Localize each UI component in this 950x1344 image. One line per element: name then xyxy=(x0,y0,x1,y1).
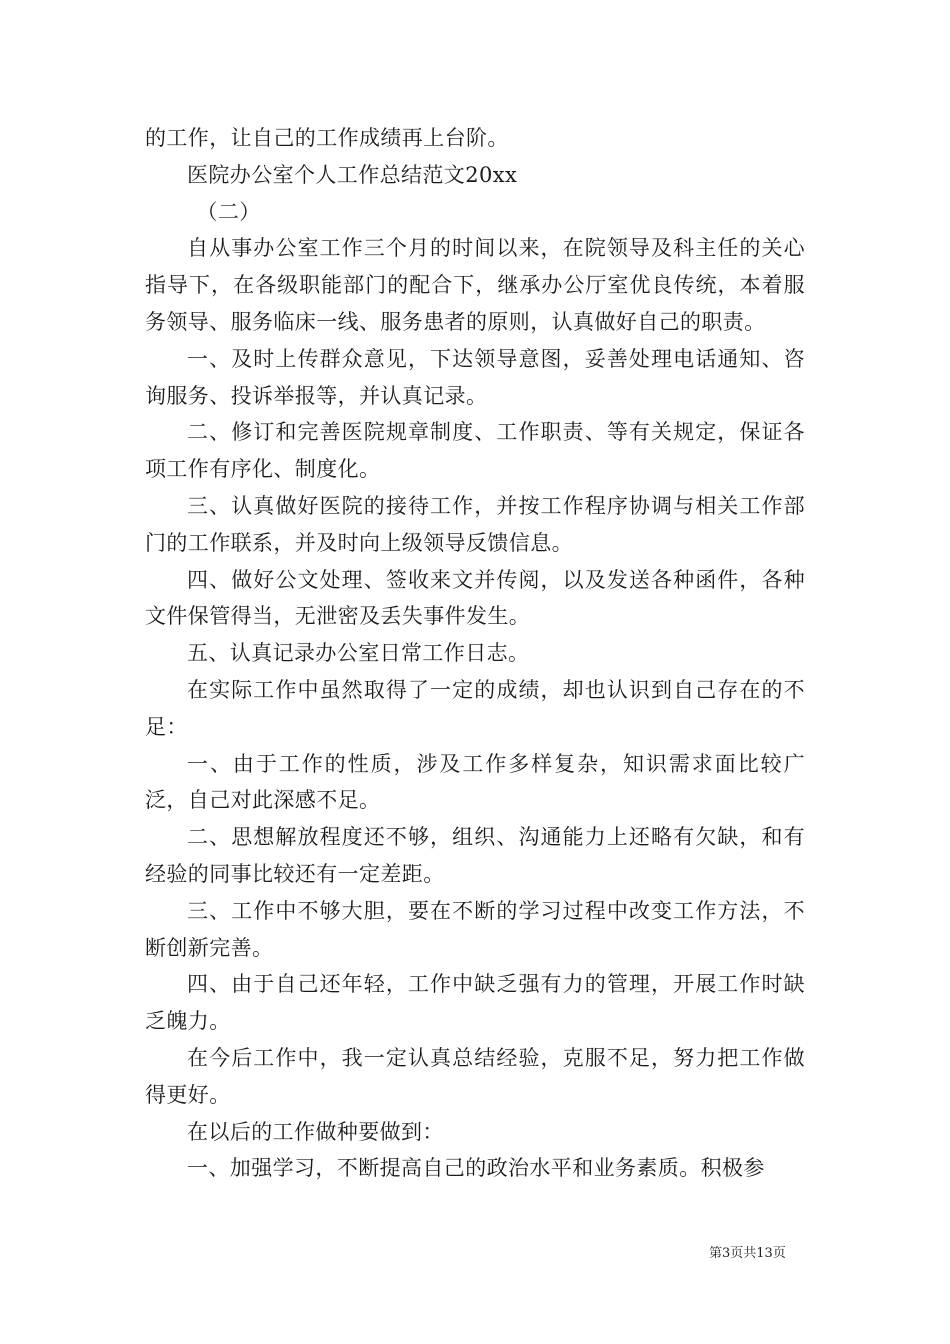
paragraph-item-3: 三、认真做好医院的接待工作，并按工作程序协调与相关工作部门的工作联系，并及时向上级领导反馈信息。 xyxy=(145,493,805,555)
paragraph-item-2: 二、修订和完善医院规章制度、工作职责、等有关规定，保证各项工作有序化、制度化。 xyxy=(145,420,805,482)
paragraph-item-1: 一、及时上传群众意见，下达领导意图，妥善处理电话通知、咨询服务、投诉举报等，并认真记录。 xyxy=(145,346,805,408)
paragraph-shortcomings: 在实际工作中虽然取得了一定的成绩，却也认识到自己存在的不足： xyxy=(145,677,805,739)
paragraph-shortcoming-4: 四、由于自己还年轻，工作中缺乏强有力的管理，开展工作时缺乏魄力。 xyxy=(145,972,805,1034)
paragraph-item-5: 五、认真记录办公室日常工作日志。 xyxy=(187,641,530,666)
paragraph-plan-1: 一、加强学习，不断提高自己的政治水平和业务素质。积极参 xyxy=(187,1156,765,1181)
page-number: 第3页共13页 xyxy=(709,1246,786,1261)
paragraph-future: 在今后工作中，我一定认真总结经验，克服不足，努力把工作做得更好。 xyxy=(145,1045,805,1107)
paragraph-shortcoming-2: 二、思想解放程度还不够，组织、沟通能力上还略有欠缺，和有经验的同事比较还有一定差距。 xyxy=(145,825,805,886)
section-subtitle: （二） xyxy=(196,199,261,224)
paragraph-intro: 自从事办公室工作三个月的时间以来，在院领导及科主任的关心指导下，在各级职能部门的配合下，继承办公厅室优良传统，本着服务领导、服务临床一线、服务患者的原则，认真做好自己的职责。 xyxy=(145,236,805,334)
paragraph-continuation: 的工作，让自己的工作成绩再上台阶。 xyxy=(145,126,509,150)
section-title: 医院办公室个人工作总结范文20xx xyxy=(187,162,518,187)
paragraph-shortcoming-3: 三、工作中不够大胆，要在不断的学习过程中改变工作方法，不断创新完善。 xyxy=(145,898,805,960)
paragraph-item-4: 四、做好公文处理、签收来文并传阅，以及发送各种函件，各种文件保管得当，无泄密及丢失事件发生。 xyxy=(145,567,805,629)
paragraph-shortcoming-1: 一、由于工作的性质，涉及工作多样复杂，知识需求面比较广泛，自己对此深感不足。 xyxy=(145,751,805,813)
document-body xyxy=(145,120,805,1187)
paragraph-plan-intro: 在以后的工作做种要做到： xyxy=(187,1119,444,1144)
